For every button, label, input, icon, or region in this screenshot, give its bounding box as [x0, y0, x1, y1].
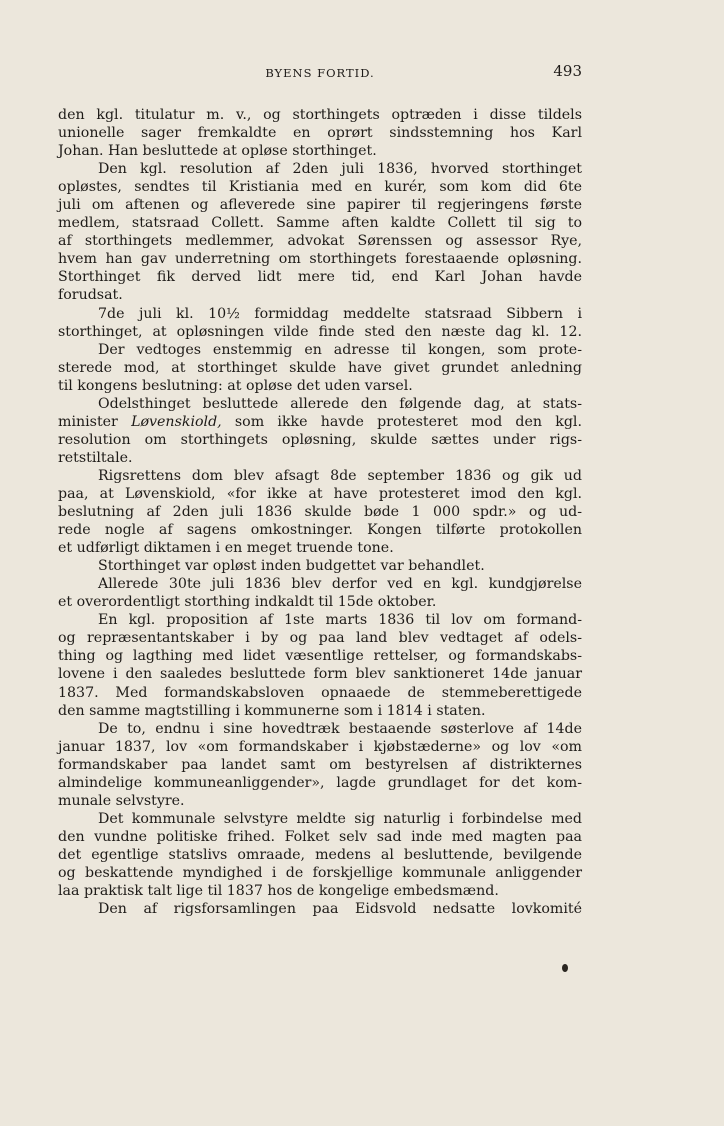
text-line: den kgl. titulatur m. v., og storthingets optræden i disse tildels: [58, 107, 582, 123]
text-line: Storthinget var opløst inden budgettet var behandlet.: [98, 558, 485, 575]
text-line: og beskattende myndighed i de forskjellige kommunale anliggender: [58, 864, 582, 881]
text-line: Johan. Han besluttede at opløse storthinget.: [58, 143, 377, 160]
text-line: En kgl. proposition af 1ste marts 1836 til lov om formand-: [98, 612, 582, 629]
text-line: det egentlige statslivs omraade, medens al besluttende, bevilgende: [58, 846, 582, 863]
text-line: den vundne politiske frihed. Folket selv sad inde med magten paa: [58, 828, 582, 845]
text-line: Det kommunale selvstyre meldte sig naturlig i forbindelse med: [98, 810, 582, 827]
text-line: 7de juli kl. 10½ formiddag meddelte statsraad Sibbern i: [98, 305, 582, 322]
text-line: De to, endnu i sine hovedtræk bestaaende søsterlove af 14de: [98, 720, 582, 737]
page-number: 493: [553, 62, 582, 80]
text-line: thing og lagthing med lidet væsentlige rettelser, og formandskabs-: [58, 648, 582, 665]
italic-name: Løvenskiold,: [131, 413, 222, 430]
page-header: [58, 62, 582, 86]
text-line: almindelige kommuneanliggender», lagde grundlaget for det kom-: [58, 774, 582, 791]
ink-mark: [562, 964, 568, 972]
text-line: medlem, statsraad Collett. Samme aften kaldte Collett til sig to: [58, 215, 582, 232]
text-line: resolution om storthingets opløsning, skulde sættes under rigs-: [58, 431, 582, 448]
text-line: den samme magtstilling i kommunerne som i 1814 i staten.: [58, 702, 486, 719]
text-line: til kongens beslutning: at opløse det uden varsel.: [58, 377, 413, 394]
text-line: Allerede 30te juli 1836 blev derfor ved en kgl. kundgjørelse: [98, 576, 582, 593]
text-line: rede nogle af sagens omkostninger. Kongen tilførte protokollen: [58, 522, 582, 539]
text-line: et overordentligt storthing indkaldt til 15de oktober.: [58, 594, 437, 611]
text-line: af storthingets medlemmer, advokat Sørenssen og assessor Rye,: [58, 233, 582, 250]
body-text: [58, 106, 582, 918]
text-line: Der vedtoges enstemmig en adresse til kongen, som prote-: [98, 341, 582, 358]
text-line: januar 1837, lov «om formandskaber i kjøbstæderne» og lov «om: [58, 738, 582, 755]
text-line: paa, at Løvenskiold, «for ikke at have protesteret imod den kgl.: [58, 485, 582, 502]
text-line: laa praktisk talt lige til 1837 hos de kongelige embedsmænd.: [58, 883, 499, 900]
text-line: og repræsentantskaber i by og paa land blev vedtaget af odels-: [58, 630, 582, 647]
text-line: Rigsrettens dom blev afsagt 8de september 1836 og gik ud: [98, 467, 582, 484]
text-line: hvem han gav underretning om storthingets forestaaende opløsning.: [58, 251, 582, 268]
text-line: juli om aftenen og afleverede sine papirer til regjeringens første: [58, 197, 582, 214]
text-line: storthinget, at opløsningen vilde finde sted den næste dag kl. 12.: [58, 323, 582, 340]
text-line: minister Løvenskiold, som ikke havde protesteret mod den kgl.: [58, 413, 582, 430]
text-line: et udførligt diktamen i en meget truende tone.: [58, 540, 394, 557]
text-line: Odelsthinget besluttede allerede den følgende dag, at stats-: [98, 395, 582, 412]
text-line: forudsat.: [58, 287, 123, 304]
text-line: formandskaber paa landet samt om bestyrelsen af distrikternes: [58, 756, 582, 773]
running-head: BYENS FORTID.: [265, 66, 375, 80]
text-line: sterede mod, at storthinget skulde have givet grundet anledning: [58, 359, 582, 376]
text-line: Den af rigsforsamlingen paa Eidsvold nedsatte lovkomité: [98, 901, 582, 918]
text-line: Den kgl. resolution af 2den juli 1836, hvorved storthinget: [98, 161, 582, 178]
text-line: lovene i den saaledes besluttede form blev sanktioneret 14de januar: [58, 666, 582, 683]
text-line: unionelle sager fremkaldte en oprørt sindsstemning hos Karl: [58, 125, 582, 142]
text-line: 1837. Med formandskabsloven opnaaede de stemmeberettigede: [58, 684, 582, 701]
text-line: beslutning af 2den juli 1836 skulde bøde 1 000 spdr.» og ud-: [58, 504, 582, 521]
text-line: retstiltale.: [58, 449, 133, 466]
text-line: munale selvstyre.: [58, 792, 185, 809]
text-line: opløstes, sendtes til Kristiania med en kurér, som kom did 6te: [58, 179, 582, 196]
text-line: Storthinget fik derved lidt mere tid, end Karl Johan havde: [58, 269, 582, 286]
